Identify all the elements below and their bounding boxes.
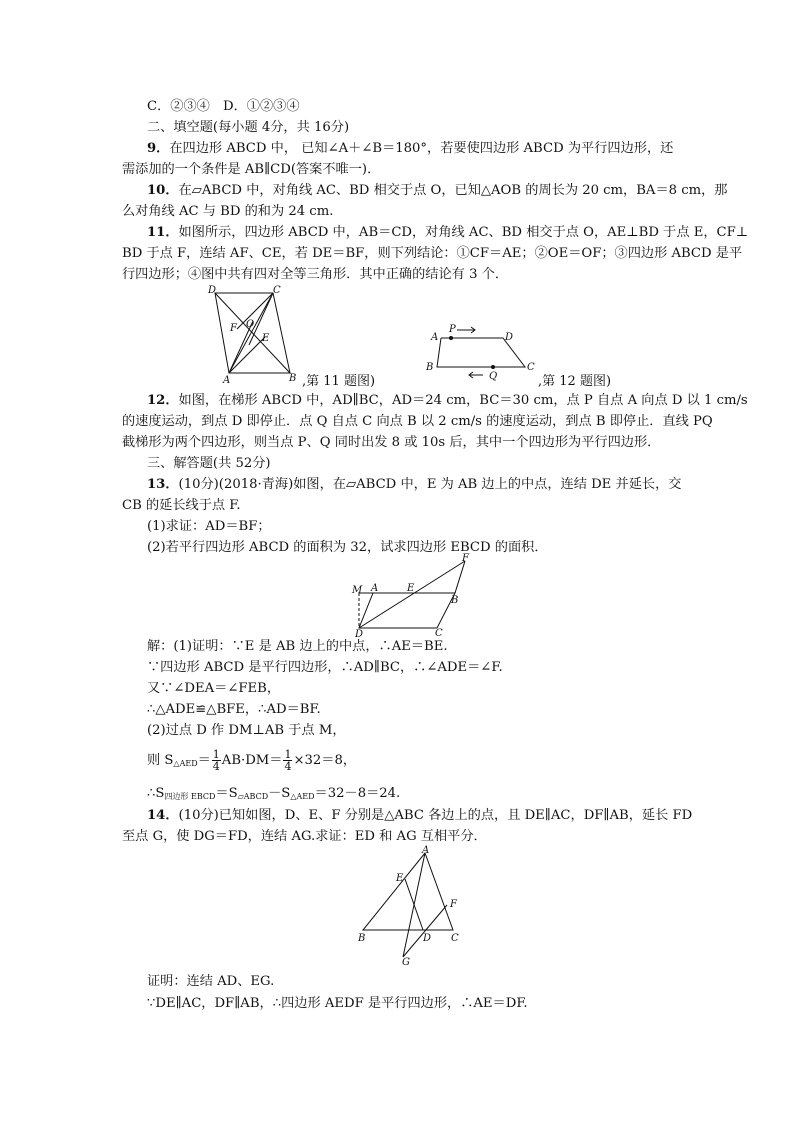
q14-text: (10分)已知如图，D、E、F 分别是△ABC 各边上的点，且 DE∥AC，DF∥AB，延长 FD xyxy=(178,808,693,823)
solution-line6 xyxy=(147,748,356,777)
s7-end: ＝32－8＝24. xyxy=(314,786,401,801)
question-13-part1: (1)求证：AD＝BF； xyxy=(147,519,271,534)
question-11-line3: 行四边形；④图中共有四对全等三角形．其中正确的结论有 3 个． xyxy=(122,267,509,282)
solution-line4: ∴△ADE≌△BFE，∴AD＝BF. xyxy=(147,702,321,717)
question-14-line2: 至点 G，使 DG＝FD，连结 AG.求证：ED 和 AG 互相平分． xyxy=(122,829,487,844)
figure-13 xyxy=(345,553,475,638)
fraction-quarter: $\frac{1}{4}$ xyxy=(212,748,220,773)
label-C: C xyxy=(451,933,459,944)
q9-text: 在四边形 ABCD 中， 已知∠A＋∠B＝180°，若要使四边形 ABCD 为平行四边形，还 xyxy=(169,141,674,156)
section-heading-solve: 三、解答题(共 52分) xyxy=(147,456,271,471)
q11-text: 如图所示，四边形 ABCD 中，AB＝CD，对角线 AC、BD 相交于点 O，AE⊥BD 于点 E，CF⊥ xyxy=(178,225,749,240)
label-Q: Q xyxy=(489,371,498,382)
s6-middle: AB·DM＝ xyxy=(221,753,283,768)
label-C: C xyxy=(435,628,443,638)
s7-subscript-2: ▱ABCD xyxy=(237,792,269,801)
label-F: F xyxy=(462,553,469,564)
question-13-line2: CB 的延长线于点 F. xyxy=(122,498,241,513)
fraction-quarter-2: $\frac{1}{4}$ xyxy=(284,748,292,773)
label-D: D xyxy=(423,933,432,944)
solution-line3: 又∵∠DEA＝∠FEB， xyxy=(147,681,281,696)
label-C: C xyxy=(527,362,535,373)
s7-prefix: ∴S xyxy=(147,786,165,801)
q13-number: 13． xyxy=(147,477,179,492)
question-12-line1 xyxy=(147,391,748,411)
question-9-line2: 需添加的一个条件是 AB∥CD(答案不唯一)． xyxy=(122,162,381,177)
label-D: D xyxy=(505,332,514,343)
question-11-line1 xyxy=(147,223,748,243)
question-12-line3: 截梯形为两个四边形，则当点 P、Q 同时出发 8 或 10s 后，其中一个四边形为平行四边形． xyxy=(122,435,661,450)
label-A: A xyxy=(223,375,231,385)
s6-end: ×32＝8， xyxy=(293,753,357,768)
label-E: E xyxy=(396,873,404,884)
s7-equals: ＝S xyxy=(215,786,238,801)
q11-number: 11． xyxy=(147,225,179,240)
solution-line7 xyxy=(147,784,400,807)
q9-number: 9． xyxy=(147,141,170,156)
label-F: F xyxy=(230,323,237,334)
s7-subscript-1: 四边形 EBCD xyxy=(164,792,216,801)
q13-text: 如图，在▱ABCD 中，E 为 AB 边上的中点，连结 DE 并延长，交 xyxy=(293,477,682,492)
question-10-line1 xyxy=(147,181,728,201)
q12-number: 12． xyxy=(147,393,179,408)
label-E: E xyxy=(262,333,270,344)
solution-line5: (2)过点 D 作 DM⊥AB 于点 M， xyxy=(147,723,346,738)
label-B: B xyxy=(289,373,297,384)
question-11-line2: BD 于点 F，连结 AF、CE，若 DE＝BF，则下列结论：①CF＝AE；②OE＝OF；③四边形 ABCD 是平 xyxy=(122,246,743,261)
figure-11 xyxy=(205,285,300,385)
label-B: B xyxy=(451,595,459,606)
question-13-part2: (2)若平行四边形 ABCD 的面积为 32，试求四边形 EBCD 的面积． xyxy=(147,540,548,555)
label-P: P xyxy=(449,324,456,335)
q13-source: (10分)(2018·青海) xyxy=(178,477,294,492)
figure-12 xyxy=(425,322,540,382)
label-B: B xyxy=(426,362,434,373)
label-C: C xyxy=(273,285,281,296)
figure-14 xyxy=(355,845,470,967)
proof-line2: ∵DE∥AC，DF∥AB，∴四边形 AEDF 是平行四边形，∴AE＝DF. xyxy=(147,996,528,1011)
solution-line1: 解：(1)证明：∵E 是 AB 边上的中点，∴AE＝BE. xyxy=(147,639,448,654)
question-12-line2: 的速度运动，到点 D 即停止．点 Q 自点 C 向点 B 以 2 cm/s 的速度运动，到点 B 即停止．直线 PQ xyxy=(122,414,713,429)
label-M: M xyxy=(352,585,363,596)
question-14-line1 xyxy=(147,806,692,826)
label-O: O xyxy=(246,319,255,330)
label-D: D xyxy=(355,629,364,638)
q14-number: 14． xyxy=(147,808,179,823)
label-A: A xyxy=(422,845,430,856)
question-13-line1 xyxy=(147,475,681,495)
q10-number: 10． xyxy=(147,183,179,198)
solution-line2: ∵四边形 ABCD 是平行四边形，∴AD∥BC，∴∠ADE＝∠F. xyxy=(147,660,503,675)
s7-subscript-3: △AED xyxy=(290,792,315,801)
label-A: A xyxy=(371,583,379,594)
label-E: E xyxy=(407,583,415,594)
question-9-line1 xyxy=(147,139,673,159)
question-10-line2: 么对角线 AC 与 BD 的和为 24 cm. xyxy=(122,204,334,219)
option-line: C．②③④ D．①②③④ xyxy=(147,99,300,114)
q12-text: 如图，在梯形 ABCD 中，AD∥BC，AD＝24 cm，BC＝30 cm，点 P 自点 A 向点 D 以 1 cm/s xyxy=(178,393,748,408)
label-G: G xyxy=(402,957,410,967)
s6-equals: ＝ xyxy=(197,753,211,768)
proof-line1: 证明：连结 AD、EG. xyxy=(147,974,275,989)
caption-figure-12: ,第 12 题图) xyxy=(538,374,612,389)
label-F: F xyxy=(450,899,457,910)
label-A: A xyxy=(431,332,439,343)
label-D: D xyxy=(208,285,217,296)
label-B: B xyxy=(358,933,366,944)
section-heading-fill: 二、填空题(每小题 4分，共 16分) xyxy=(147,120,350,135)
s6-prefix: 则 S xyxy=(147,753,174,768)
caption-figure-11: ,第 11 题图) xyxy=(302,374,376,389)
q10-text: 在▱ABCD 中，对角线 AC、BD 相交于点 O，已知△AOB 的周长为 20 cm，BA＝8 cm，那 xyxy=(178,183,728,198)
s7-minus: －S xyxy=(268,786,291,801)
s6-subscript: △AED xyxy=(173,759,198,768)
